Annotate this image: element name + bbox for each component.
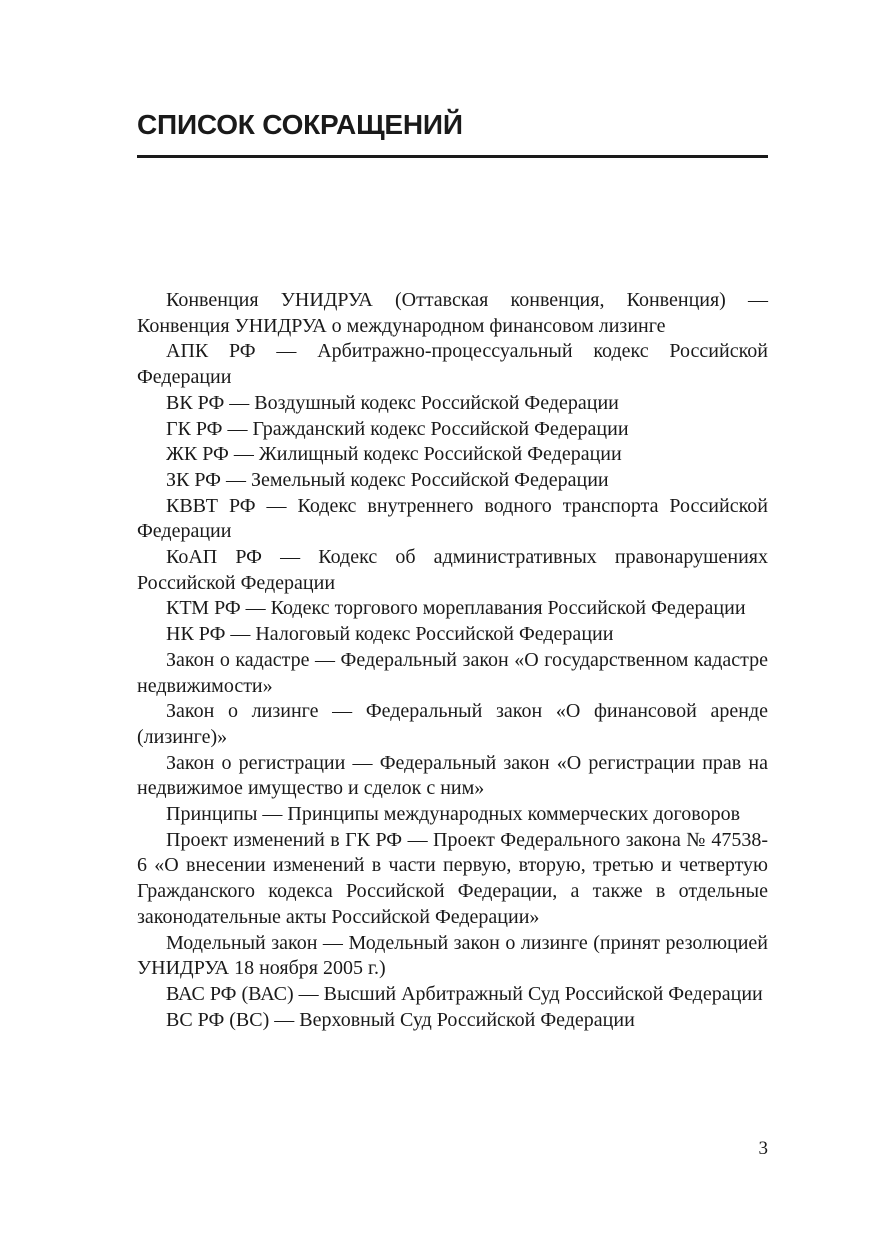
abbreviation-item: КВВТ РФ — Кодекс внутреннего водного транспорта Российской Федерации <box>137 494 768 543</box>
abbreviation-item: Закон о регистрации — Федеральный закон «О регистрации прав на недвижимое имущество и сделок с ним» <box>137 751 768 800</box>
abbreviation-item: КТМ РФ — Кодекс торгового мореплавания Российской Федерации <box>166 597 746 620</box>
abbreviation-item: Конвенция УНИДРУА (Оттавская конвенция, Конвенция) — Конвенция УНИДРУА о международном финансовом лизинге <box>137 289 768 337</box>
abbreviation-item: КоАП РФ — Кодекс об административных правонарушениях Российской Федерации <box>137 546 768 594</box>
abbreviation-item: ВС РФ (ВС) — Верховный Суд Российской Федерации <box>166 1008 635 1031</box>
page-title: СПИСОК СОКРАЩЕНИЙ <box>137 109 463 140</box>
abbreviation-item: Модельный закон — Модельный закон о лизинге (принят резолюцией УНИДРУА 18 ноября 2005 г.) <box>137 931 768 980</box>
abbreviation-item: Проект изменений в ГК РФ — Проект Федерального закона № 47538-6 «О внесении изменений в части первую, вторую, третью и четвертую Гражданского кодекса Российской Федерации, а также в отдельные законодательные акты Российской Федерации» <box>137 828 768 928</box>
abbreviation-item: ГК РФ — Гражданский кодекс Российской Федерации <box>166 417 629 440</box>
abbreviation-item: ВАС РФ (ВАС) — Высший Арбитражный Суд Российской Федерации <box>166 982 763 1005</box>
abbreviation-item: ВК РФ — Воздушный кодекс Российской Федерации <box>166 391 619 414</box>
abbreviation-item: Закон о кадастре — Федеральный закон «О государственном кадастре недвижимости» <box>137 648 768 697</box>
abbreviation-item: Принципы — Принципы международных коммерческих договоров <box>166 803 741 826</box>
title-divider <box>137 155 768 158</box>
abbreviation-list <box>137 288 768 1033</box>
abbreviation-item: АПК РФ — Арбитражно-процессуальный кодекс Российской Федерации <box>137 340 768 389</box>
abbreviation-item: Закон о лизинге — Федеральный закон «О финансовой аренде (лизинге)» <box>137 700 768 748</box>
abbreviation-item: ЖК РФ — Жилищный кодекс Российской Федерации <box>166 443 622 466</box>
abbreviation-item: НК РФ — Налоговый кодекс Российской Федерации <box>166 623 614 646</box>
abbreviation-item: ЗК РФ — Земельный кодекс Российской Федерации <box>166 468 609 491</box>
page-number: 3 <box>758 1138 768 1159</box>
